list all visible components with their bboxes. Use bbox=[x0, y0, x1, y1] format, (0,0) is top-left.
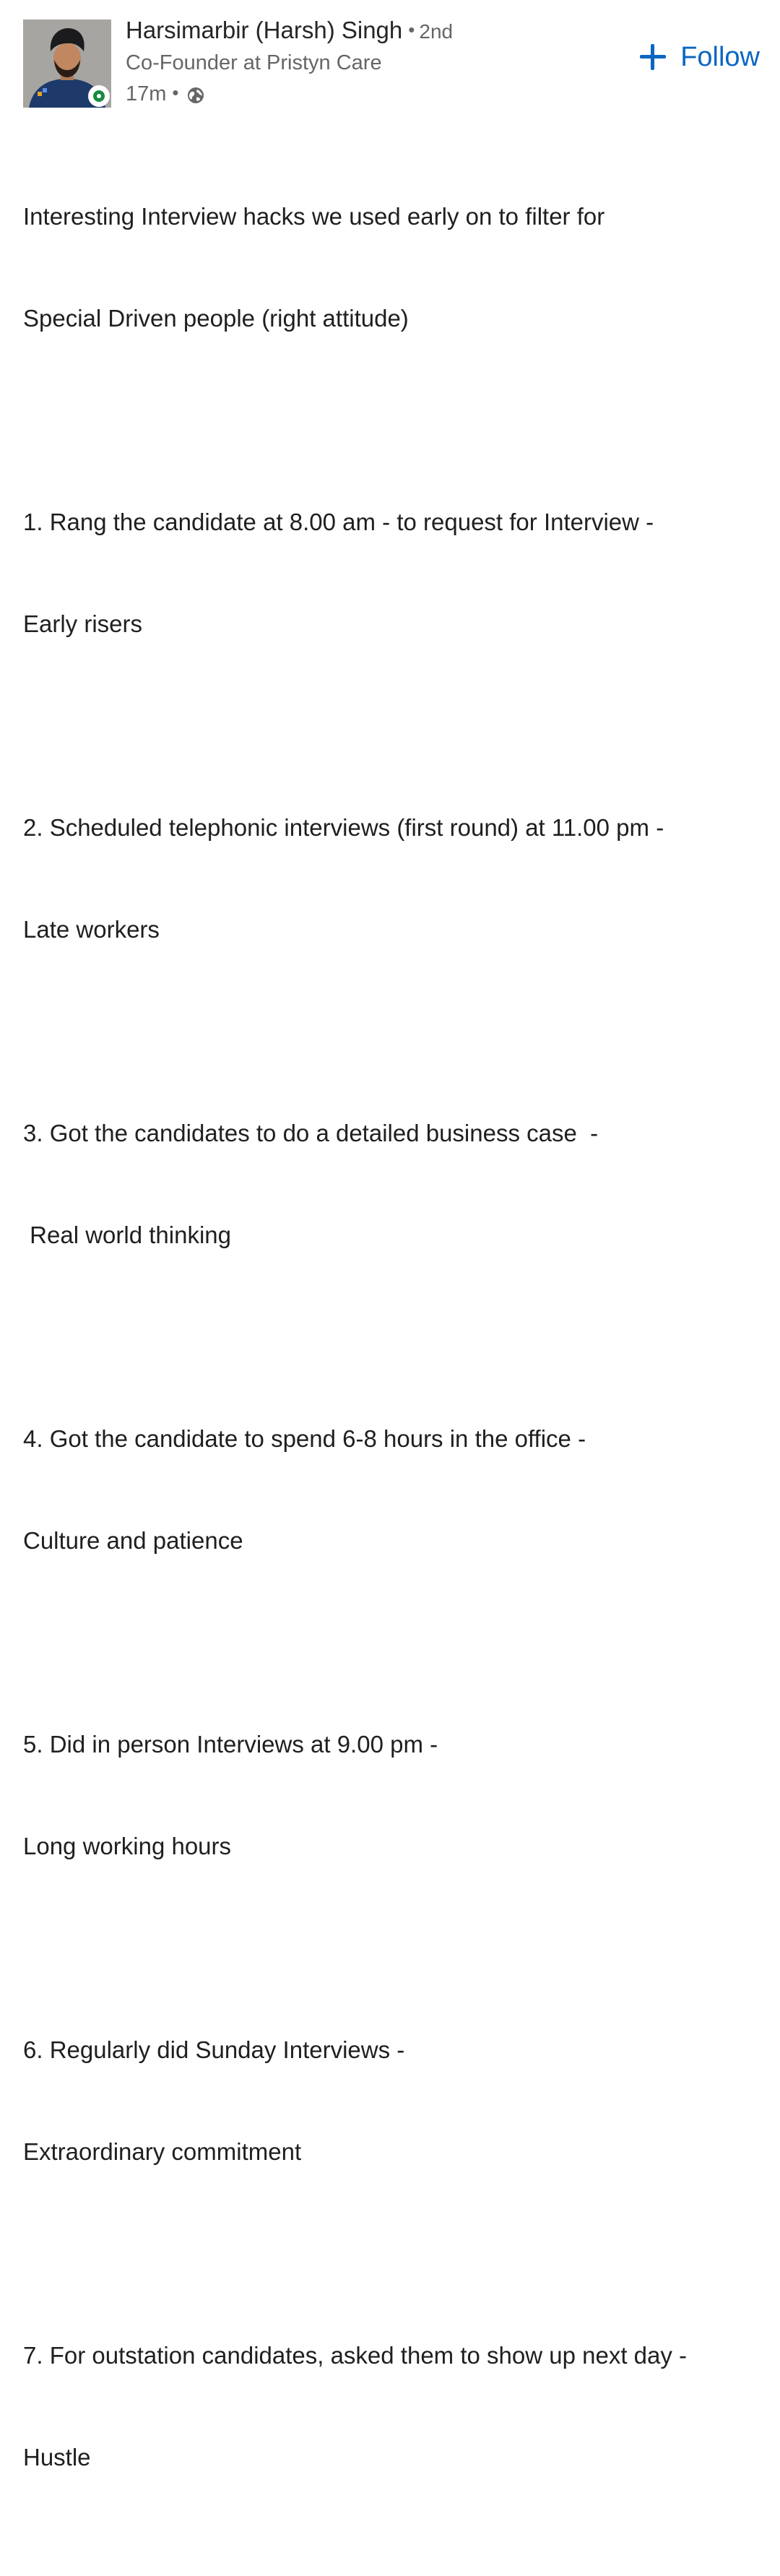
list-item bbox=[23, 1965, 767, 2236]
post-intro bbox=[23, 131, 767, 403]
post-meta bbox=[126, 80, 205, 108]
list-item-result: Early risers bbox=[23, 610, 143, 637]
separator-dot: • bbox=[172, 82, 179, 103]
list-item bbox=[23, 1048, 767, 1320]
post-intro-line: Special Driven people (right attitude) bbox=[23, 305, 409, 332]
author-name[interactable]: Harsimarbir (Harsh) Singh bbox=[126, 17, 403, 43]
post-body bbox=[23, 131, 767, 2576]
post-time: 17m bbox=[126, 82, 167, 105]
follow-label: Follow bbox=[680, 41, 760, 72]
list-item bbox=[23, 743, 767, 1014]
list-item-result: Late workers bbox=[23, 916, 160, 943]
list-item-text: 2. Scheduled telephonic interviews (first round) at 11.00 pm - bbox=[23, 814, 664, 841]
list-item bbox=[23, 1354, 767, 1625]
list-item bbox=[23, 1659, 767, 1931]
post-header bbox=[0, 0, 780, 123]
list-item-result: Hustle bbox=[23, 2444, 91, 2471]
author-name-line bbox=[126, 16, 453, 46]
list-item-text: 7. For outstation candidates, asked them to show up next day - bbox=[23, 2342, 688, 2369]
list-item-text: 4. Got the candidate to spend 6-8 hours in the office - bbox=[23, 1425, 586, 1452]
separator-dot: • bbox=[408, 19, 415, 40]
list-item-result: Real world thinking bbox=[23, 1222, 231, 1248]
list-item-text: 5. Did in person Interviews at 9.00 pm - bbox=[23, 1731, 438, 1758]
list-item-result: Culture and patience bbox=[23, 1527, 243, 1554]
list-item-text: 3. Got the candidates to do a detailed business case - bbox=[23, 1120, 599, 1146]
post-intro-line: Interesting Interview hacks we used early on to filter for bbox=[23, 203, 605, 230]
list-item-result: Extraordinary commitment bbox=[23, 2138, 302, 2165]
globe-icon bbox=[186, 85, 205, 103]
list-item-text: 1. Rang the candidate at 8.00 am - to request for Interview - bbox=[23, 509, 654, 535]
online-status-icon bbox=[88, 85, 110, 107]
list-item bbox=[23, 2270, 767, 2542]
follow-button[interactable] bbox=[640, 39, 760, 75]
plus-icon bbox=[640, 44, 666, 70]
list-item bbox=[23, 437, 767, 709]
list-item-text: 6. Regularly did Sunday Interviews - bbox=[23, 2036, 405, 2063]
author-headline: Co-Founder at Pristyn Care bbox=[126, 51, 382, 74]
list-item-result: Long working hours bbox=[23, 1833, 232, 1859]
connection-degree: 2nd bbox=[419, 20, 454, 43]
